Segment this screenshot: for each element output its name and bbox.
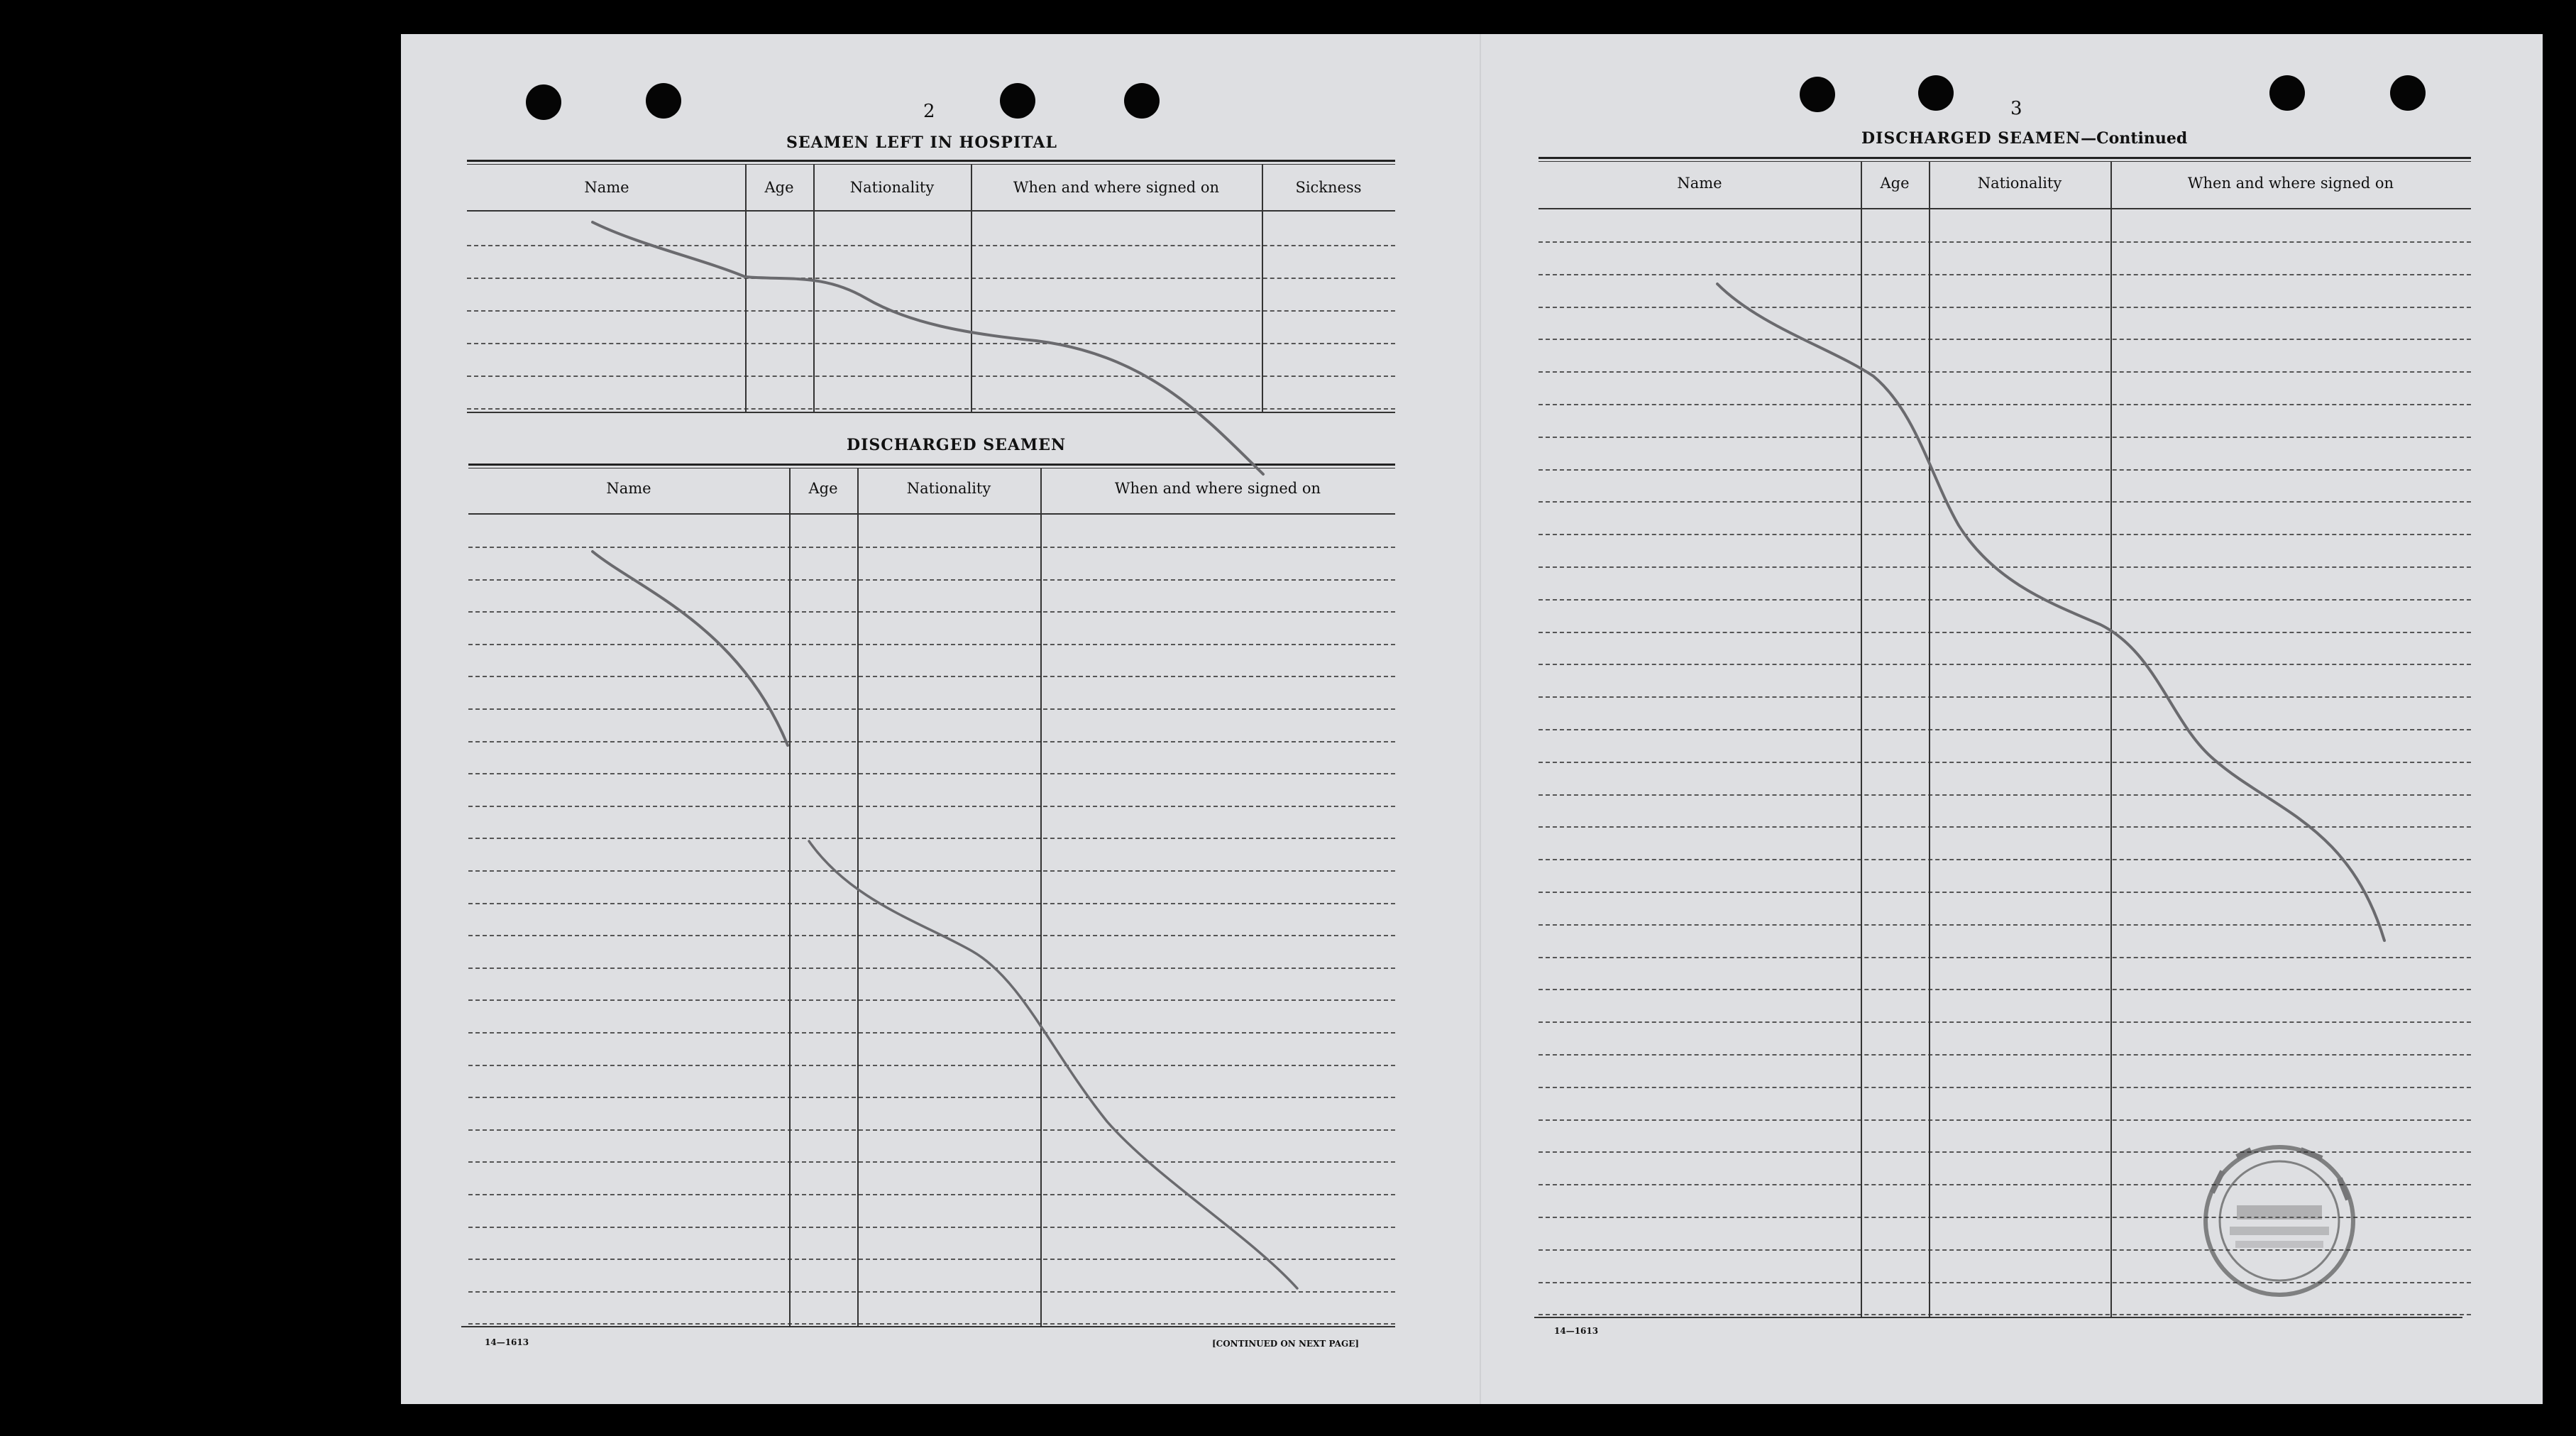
column-header-signed-on: When and where signed on [1013,179,1220,196]
column-header-name: Name [1677,175,1722,192]
column-header-nationality: Nationality [1977,175,2062,192]
column-header-name: Name [606,480,651,497]
column-header-signed-on: When and where signed on [1114,480,1321,497]
page-number: 3 [2010,98,2022,119]
continued-note: [CONTINUED ON NEXT PAGE] [1212,1339,1360,1349]
page-number: 2 [923,101,935,122]
column-header-sickness: Sickness [1295,179,1362,196]
column-header-nationality: Nationality [906,480,991,497]
column-header-name: Name [584,179,629,196]
column-header-age: Age [1880,175,1910,192]
column-header-signed-on: When and where signed on [2187,175,2394,192]
pencil-cancel-stroke [593,552,788,745]
postmark-stamp [2206,1147,2353,1295]
form-number: 14—1613 [485,1337,529,1347]
column-header-age: Age [764,179,794,196]
discharged-section-title: DISCHARGED SEAMEN [847,436,1067,454]
column-header-age: Age [808,480,838,497]
pencil-cancel-stroke [593,222,1263,474]
right-section-title-main: DISCHARGED SEAMEN [1861,129,2081,148]
pencil-cancel-stroke [809,841,1297,1288]
right-section-title-continued: —Continued [2081,129,2188,148]
column-header-nationality: Nationality [849,179,935,196]
form-number: 14—1613 [1554,1326,1599,1336]
pencil-cancel-stroke [1717,284,2384,941]
hospital-section-title: SEAMEN LEFT IN HOSPITAL [786,133,1057,152]
